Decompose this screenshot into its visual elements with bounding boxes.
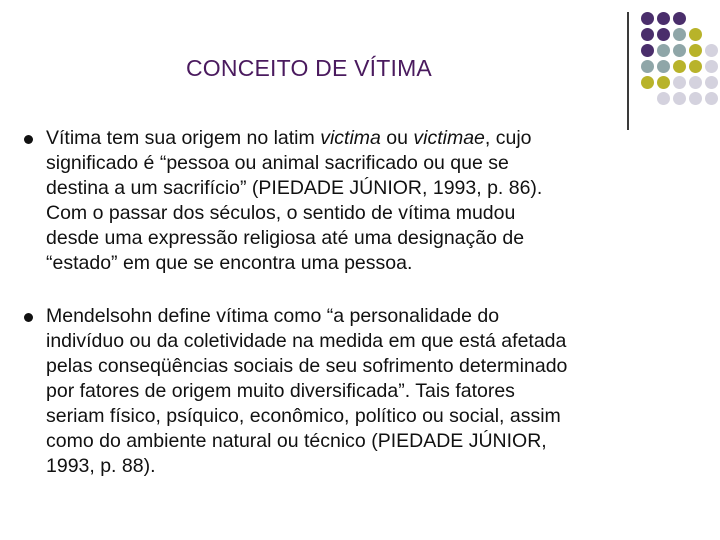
decorative-dot — [657, 76, 670, 89]
bullet-text-line: por fatores de origem muito diversificada”. Tais fatores — [46, 380, 515, 402]
bullet-text-line: seriam físico, psíquico, econômico, político ou social, assim — [46, 405, 561, 427]
bullet-text-line: desde uma expressão religiosa até uma designação de — [46, 227, 525, 249]
slide-title: CONCEITO DE VÍTIMA — [186, 55, 432, 81]
bullet-item — [20, 126, 700, 276]
decorative-dot — [641, 44, 654, 57]
decorative-dot — [705, 76, 718, 89]
decorative-dot — [673, 60, 686, 73]
decorative-dot — [689, 92, 702, 105]
decorative-dot — [673, 28, 686, 41]
italic-term: victima — [320, 127, 381, 149]
decorative-dot — [705, 92, 718, 105]
decorative-dot — [689, 44, 702, 57]
decorative-dot — [657, 92, 670, 105]
bullet-text-line: “estado” em que se encontra uma pessoa. — [46, 252, 413, 274]
decorative-dot — [705, 60, 718, 73]
decorative-dot — [641, 76, 654, 89]
decorative-dot — [641, 28, 654, 41]
bullet-item — [20, 304, 700, 479]
bullet-text-line: 1993, p. 88). — [46, 455, 156, 477]
decorative-dot — [657, 28, 670, 41]
decorative-dot — [705, 44, 718, 57]
decorative-dot — [673, 92, 686, 105]
bullet-point-icon — [24, 135, 33, 144]
decorative-dot — [657, 60, 670, 73]
decorative-dot — [689, 28, 702, 41]
decorative-dot — [689, 76, 702, 89]
bullet-text-line: Mendelsohn define vítima como “a personalidade do — [46, 305, 500, 327]
bullet-text-line: significado é “pessoa ou animal sacrificado ou que se — [46, 152, 509, 174]
bullet-point-icon — [24, 313, 33, 322]
bullet-text-line: pelas conseqüências sociais de seu sofrimento determinado — [46, 355, 568, 377]
decorative-dot — [673, 12, 686, 25]
decorative-dot — [673, 44, 686, 57]
decorative-dot — [689, 60, 702, 73]
bullet-text-line: Vítima tem sua origem no latim victima ou victimae, cujo — [46, 127, 532, 149]
bullet-text-line: Com o passar dos séculos, o sentido de vítima mudou — [46, 202, 516, 224]
decorative-dot — [657, 44, 670, 57]
decorative-dot — [657, 12, 670, 25]
bullet-list — [20, 126, 700, 479]
decorative-dot — [641, 60, 654, 73]
italic-term: victimae — [413, 127, 485, 149]
bullet-text-line: destina a um sacrifício” (PIEDADE JÚNIOR, 1993, p. 86). — [46, 177, 543, 199]
decorative-dot — [673, 76, 686, 89]
bullet-text-line: indivíduo ou da coletividade na medida em que está afetada — [46, 330, 567, 352]
bullet-text-line: como do ambiente natural ou técnico (PIEDADE JÚNIOR, — [46, 430, 547, 452]
decorative-dot — [641, 12, 654, 25]
decorative-vertical-line — [627, 12, 629, 130]
